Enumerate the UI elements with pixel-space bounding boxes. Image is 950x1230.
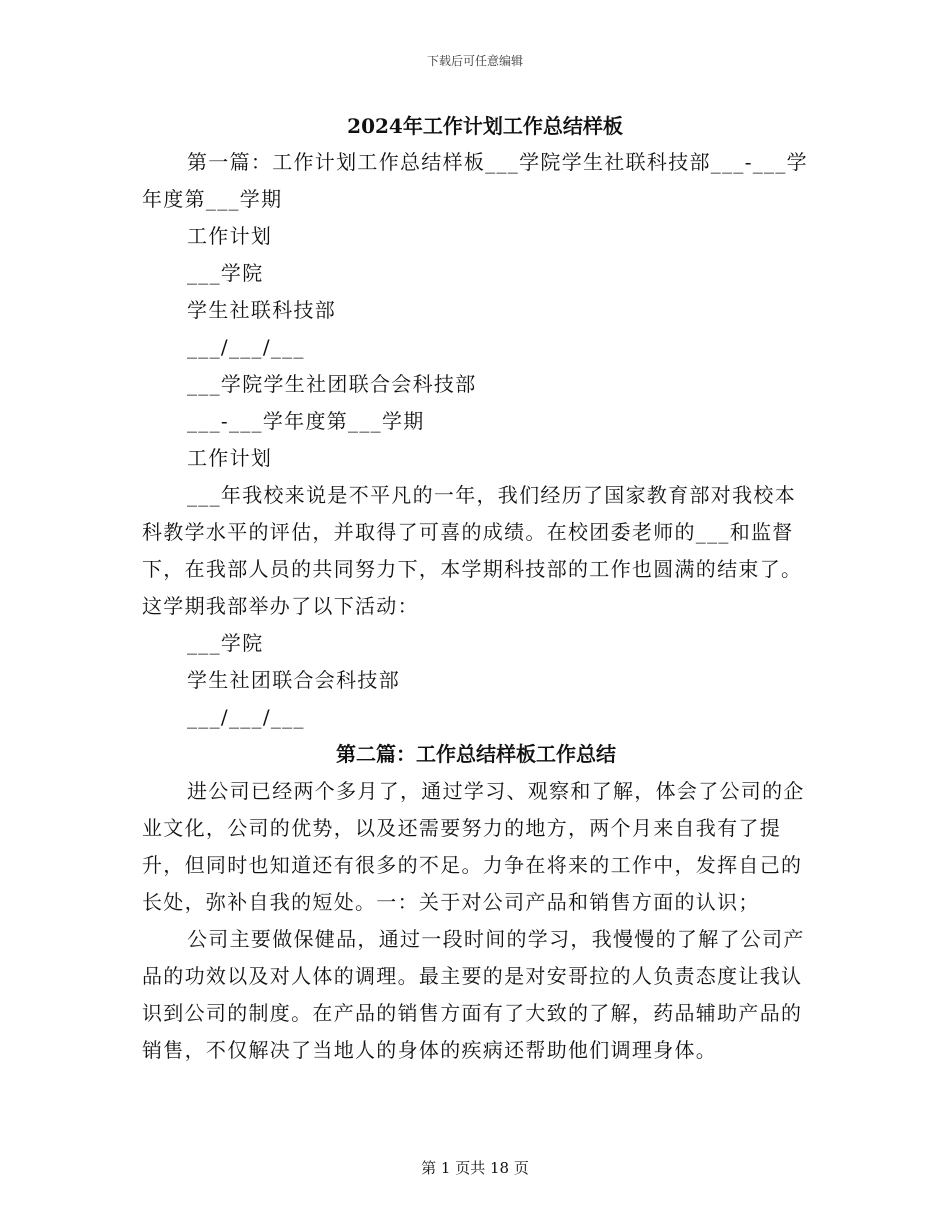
paragraph: 工作计划 [187,446,273,470]
paragraph: ___/___/___ [187,335,305,359]
paragraph: ___-___学年度第___学期 [187,409,425,433]
section-heading: 第二篇：工作总结样板工作总结 [336,742,616,766]
paragraph: ___学院学生社团联合会科技部 [187,372,477,396]
paragraph: ___学院 [187,261,264,285]
paragraph: 学生社团联合会科技部 [187,668,400,692]
paragraph: 公司主要做保健品，通过一段时间的学习，我慢慢的了解了公司产品的功效以及对人体的调理。最主要的是对安哥拉的人负责态度让我认识到公司的制度。在产品的销售方面有了大致的了解，药品辅助产品的销售，不仅解决了当地人的身体的疾病还帮助他们调理身体。 [142,927,805,1062]
paragraph: 学生社联科技部 [187,298,337,322]
document-title: 2024年工作计划工作总结样板 [347,114,623,138]
paragraph: ___年我校来说是不平凡的一年，我们经历了国家教育部对我校本科教学水平的评估，并取得了可喜的成绩。在校团委老师的___和监督下，在我部人员的共同努力下，本学期科技部的工作也圆满的结束了。这学期我部举办了以下活动： [142,483,803,618]
paragraph: ___学院 [187,631,264,655]
page-footer: 第 1 页共 18 页 [421,1159,529,1177]
page-header: 下载后可任意编辑 [426,54,523,68]
paragraph: ___/___/___ [187,705,305,729]
paragraph: 第一篇：工作计划工作总结样板___学院学生社联科技部___-___学年度第___学期 [142,150,808,211]
paragraph: 工作计划 [187,224,273,248]
paragraph: 进公司已经两个多月了，通过学习、观察和了解，体会了公司的企业文化，公司的优势，以及还需要努力的地方，两个月来自我有了提升，但同时也知道还有很多的不足。力争在将来的工作中，发挥自己的长处，弥补自我的短处。一：关于对公司产品和销售方面的认识； [142,779,805,914]
document-body [142,108,810,1069]
